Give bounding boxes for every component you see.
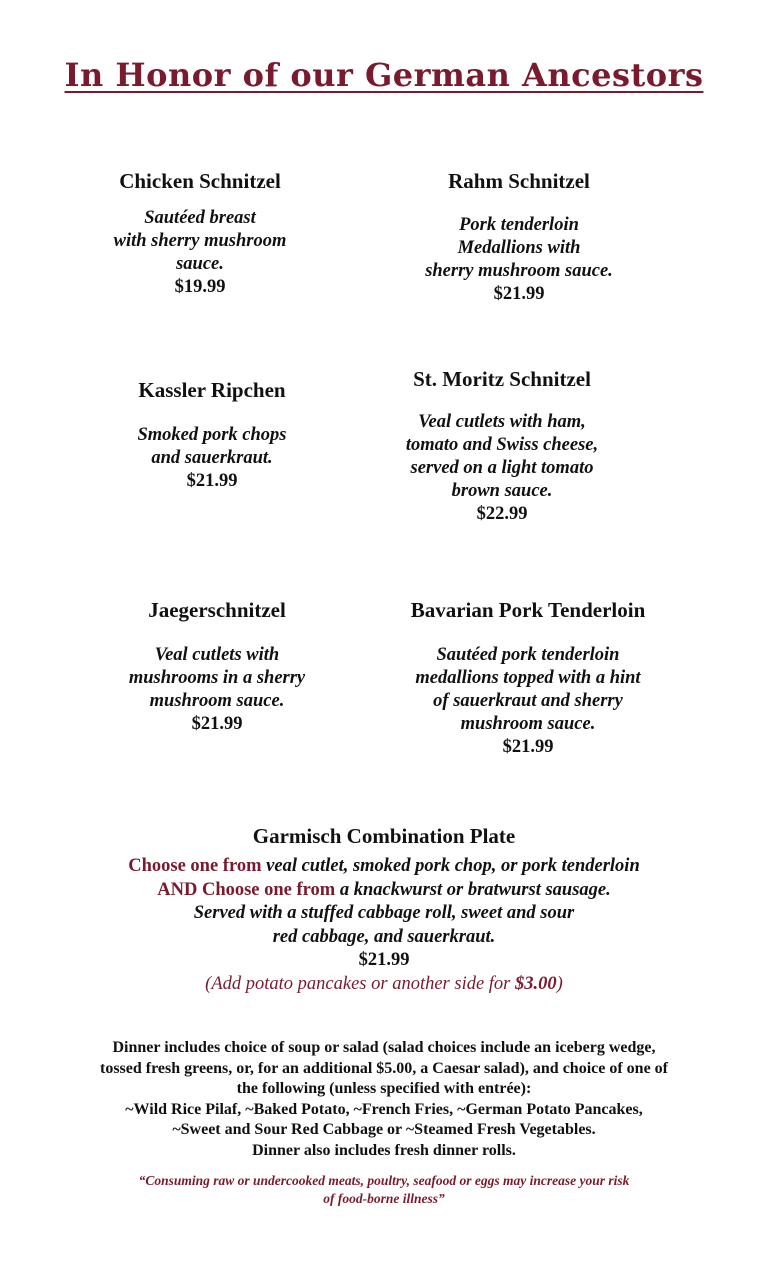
combo-choice-line-1 (0, 855, 768, 879)
dish-description-line: of sauerkraut and sherry (433, 691, 623, 711)
dish-price: $19.99 (174, 277, 226, 297)
dish-description-line: tomato and Swiss cheese, (405, 435, 599, 455)
dish-description-line: Veal cutlets with (154, 645, 280, 665)
menu-item-garmisch-combination-plate (0, 823, 768, 996)
dish-description-line: served on a light tomato (410, 458, 594, 478)
dish-description-line: Pork tenderloin (459, 215, 579, 235)
menu-item-rahm-schnitzel (384, 169, 654, 306)
dish-name: Kassler Ripchen (138, 378, 286, 402)
dish-description-line: and sauerkraut. (151, 448, 273, 468)
menu-item-bavarian-pork-tenderloin (388, 598, 668, 759)
combo-choice-text: veal cutlet, smoked pork chop, or pork tenderloin (261, 856, 640, 876)
dinner-note-line: Dinner also includes fresh dinner rolls. (252, 1141, 516, 1159)
menu-item-st-moritz-schnitzel (372, 367, 632, 526)
menu-title: In Honor of our German Ancestors (64, 56, 704, 94)
notice-line: “Consuming raw or undercooked meats, poultry, seafood or eggs may increase your risk (138, 1173, 630, 1188)
dish-description-line: Sautéed breast (144, 208, 256, 228)
dish-name: Jaegerschnitzel (148, 598, 286, 622)
dish-description-line: brown sauce. (451, 481, 553, 501)
dish-name: Chicken Schnitzel (119, 169, 281, 193)
combo-choice-text: a knackwurst or bratwurst sausage. (335, 879, 611, 900)
dish-name: Rahm Schnitzel (448, 169, 590, 193)
dish-description-line: Veal cutlets with ham, (418, 412, 586, 432)
dish-price: $21.99 (186, 471, 238, 491)
notice-line: of food-borne illness” (323, 1191, 445, 1206)
dinner-note-line: ~Wild Rice Pilaf, ~Baked Potato, ~French Fries, ~German Potato Pancakes, (125, 1100, 643, 1118)
dinner-note-line: Dinner includes choice of soup or salad (salad choices include an iceberg wedge, (112, 1039, 656, 1056)
dinner-note-line: ~Sweet and Sour Red Cabbage or ~Steamed Fresh Vegetables. (172, 1121, 596, 1138)
dinner-inclusions-note (0, 1038, 768, 1161)
dish-description-line: Smoked pork chops (137, 425, 287, 445)
dish-price: $22.99 (476, 504, 528, 524)
dish-description-line: mushroom sauce. (149, 691, 285, 711)
combo-choice-line-2 (0, 879, 768, 903)
menu-item-chicken-schnitzel (80, 169, 320, 299)
dish-price: $21.99 (191, 714, 243, 734)
dish-description-line: sauce. (176, 254, 224, 274)
combo-addon-price: $3.00 (515, 973, 557, 994)
dish-description-line: medallions topped with a hint (415, 668, 641, 688)
dish-description-line: sherry mushroom sauce. (425, 261, 613, 281)
menu-item-jaegerschnitzel (97, 598, 337, 736)
dish-description-line: with sherry mushroom (113, 231, 287, 251)
combo-addon-close: ) (556, 973, 563, 994)
dish-name: St. Moritz Schnitzel (413, 367, 591, 391)
combo-description-line: red cabbage, and sauerkraut. (272, 926, 496, 947)
combo-name: Garmisch Combination Plate (252, 824, 516, 848)
combo-addon-text: (Add potato pancakes or another side for (205, 973, 516, 994)
dinner-note-line: tossed fresh greens, or, for an additional $5.00, a Caesar salad), and choice of one of (99, 1059, 668, 1077)
combo-description-line: Served with a stuffed cabbage roll, sweet and sour (193, 903, 575, 923)
dish-description-line: mushrooms in a sherry (128, 668, 306, 688)
dish-description-line: Medallions with (457, 238, 581, 258)
combo-accent-text: AND Choose one from (157, 879, 336, 900)
dish-description-line: Sautéed pork tenderloin (436, 645, 620, 665)
food-safety-notice (0, 1172, 768, 1208)
dish-price: $21.99 (502, 737, 554, 757)
combo-accent-text: Choose one from (128, 856, 262, 876)
menu-item-kassler-ripchen (92, 378, 332, 493)
dish-price: $21.99 (493, 284, 545, 304)
dinner-note-line: the following (unless specified with entrée): (236, 1080, 532, 1097)
combo-price: $21.99 (358, 950, 410, 970)
combo-addon-note (0, 973, 768, 997)
dish-name: Bavarian Pork Tenderloin (410, 598, 646, 622)
dish-description-line: mushroom sauce. (460, 714, 596, 734)
